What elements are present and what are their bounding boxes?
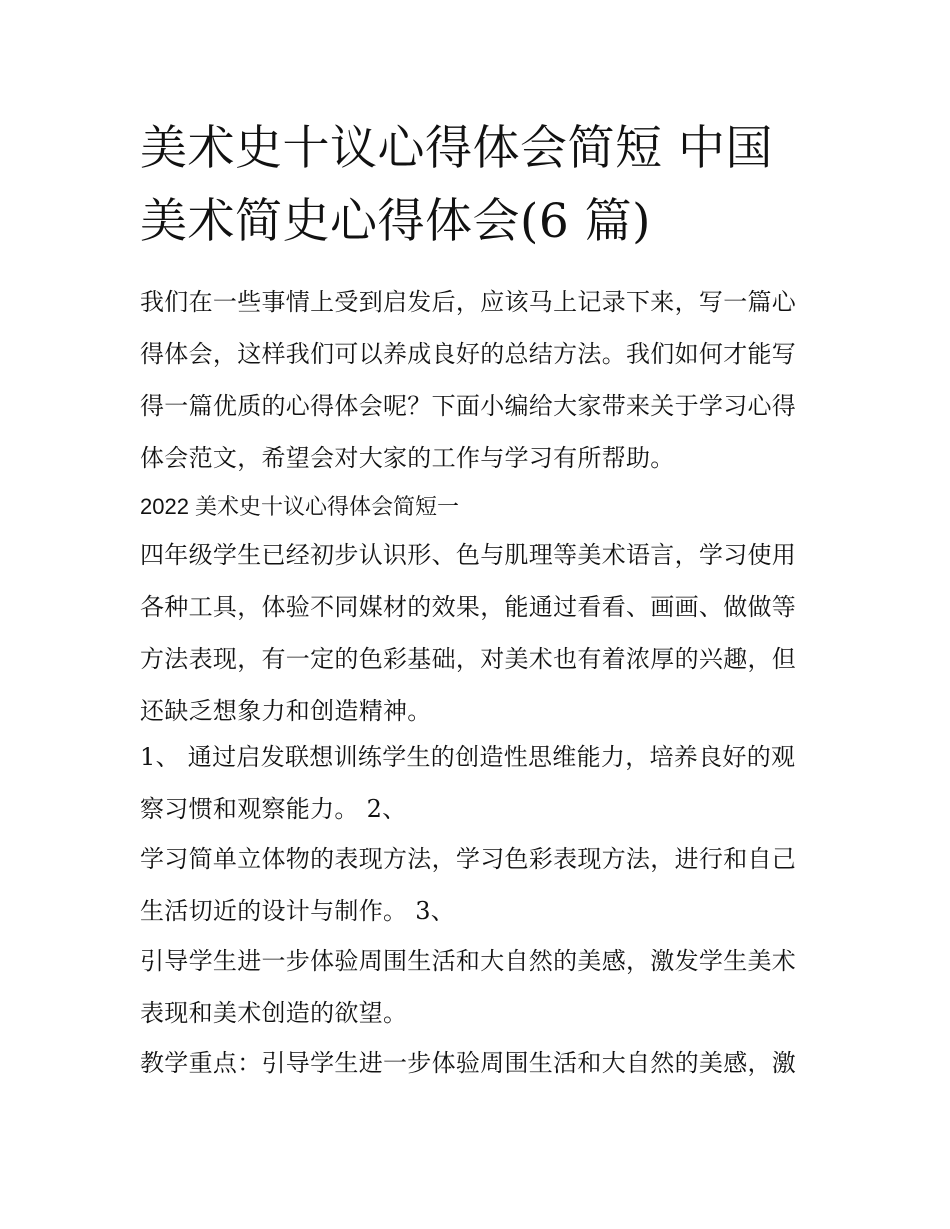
student-analysis-paragraph bbox=[140, 529, 796, 737]
title-line: 美术史十议心得体会简短 中国 bbox=[140, 121, 773, 176]
objective-item-1 bbox=[140, 731, 795, 835]
paragraph-line: 方法表现，有一定的色彩基础，对美术也有着浓厚的兴趣，但 bbox=[140, 645, 797, 673]
objective-item-3 bbox=[140, 935, 796, 1039]
intro-line: 体会范文，希望会对大家的工作与学习有所帮助。 bbox=[140, 444, 675, 472]
teaching-focus-paragraph bbox=[140, 1037, 796, 1089]
section-heading: 2022 美术史十议心得体会简短一 bbox=[140, 494, 460, 519]
objective-item-2 bbox=[140, 833, 796, 937]
intro-line: 得体会，这样我们可以养成良好的总结方法。我们如何才能写 bbox=[140, 340, 797, 368]
paragraph-line: 各种工具，体验不同媒材的效果，能通过看看、画画、做做等 bbox=[140, 593, 797, 621]
title-line: 美术简史心得体会(6 篇) bbox=[140, 194, 652, 249]
paragraph-line: 1、 通过启发联想训练学生的创造性思维能力，培养良好的观 bbox=[140, 743, 796, 771]
paragraph-line: 生活切近的设计与制作。 3、 bbox=[140, 897, 456, 925]
intro-line: 我们在一些事情上受到启发后，应该马上记录下来，写一篇心 bbox=[140, 288, 797, 316]
intro-paragraph bbox=[140, 276, 796, 484]
intro-line: 得一篇优质的心得体会呢？下面小编给大家带来关于学习心得 bbox=[140, 392, 797, 420]
paragraph-line: 引导学生进一步体验周围生活和大自然的美感，激发学生美术 bbox=[140, 947, 797, 975]
document-title bbox=[140, 112, 820, 258]
paragraph-line: 学习简单立体物的表现方法，学习色彩表现方法，进行和自己 bbox=[140, 845, 797, 873]
paragraph-line: 察习惯和观察能力。 2、 bbox=[140, 795, 407, 823]
paragraph-line: 四年级学生已经初步认识形、色与肌理等美术语言，学习使用 bbox=[140, 541, 797, 569]
paragraph-line: 表现和美术创造的欲望。 bbox=[140, 999, 408, 1027]
paragraph-line: 教学重点：引导学生进一步体验周围生活和大自然的美感，激 bbox=[140, 1049, 797, 1077]
paragraph-line: 还缺乏想象力和创造精神。 bbox=[140, 697, 432, 725]
